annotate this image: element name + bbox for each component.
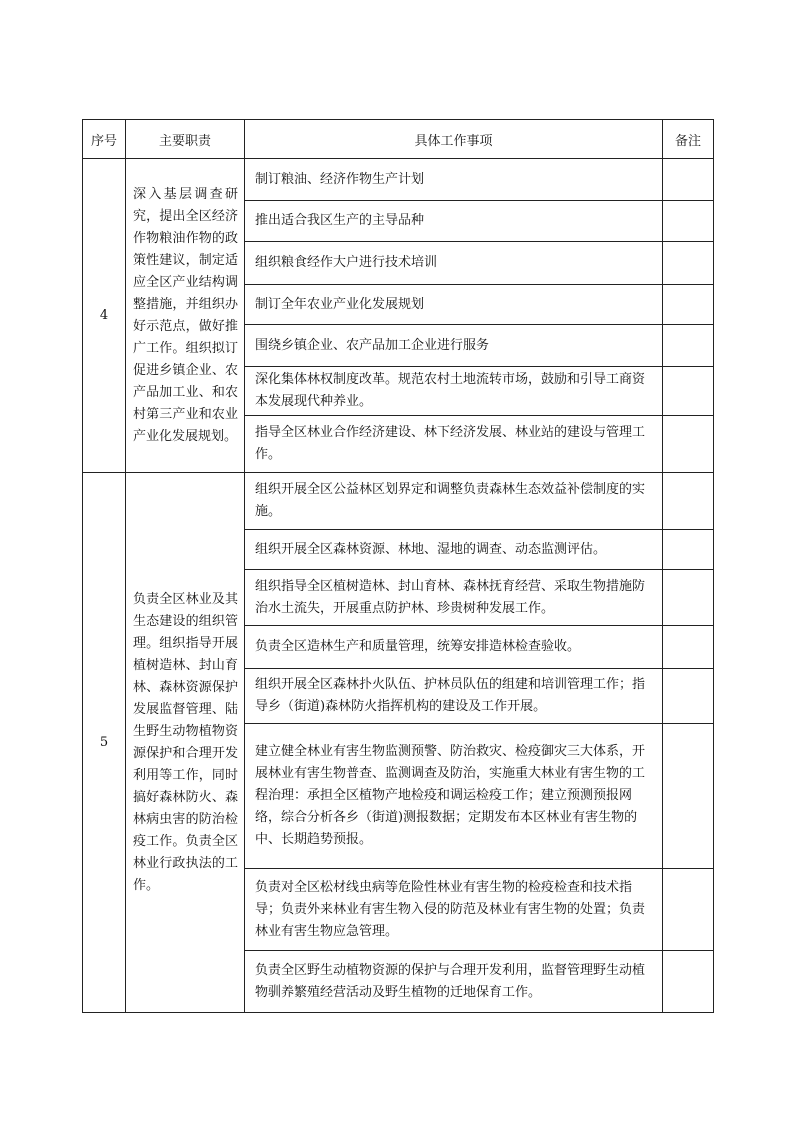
task-item: 指导全区林业合作经济建设、林下经济发展、林业站的建设与管理工作。 <box>245 416 663 473</box>
task-item: 组织开展全区公益林区划界定和调整负责森林生态效益补偿制度的实施。 <box>245 473 663 530</box>
task-item: 制订全年农业产业化发展规划 <box>245 285 663 325</box>
row-number: 5 <box>83 473 126 1013</box>
task-item: 围绕乡镇企业、农产品加工企业进行服务 <box>245 325 663 367</box>
duty-text: 负责全区林业及其生态建设的组织管理。组织指导开展植树造林、封山育林、森林资源保护发展监督管理、陆生野生动物植物资源保护和合理开发利用等工作，同时搞好森林防火、森林病虫害的防治检疫工作。负责全区林业行政执法的工作。 <box>126 473 245 1013</box>
task-item: 建立健全林业有害生物监测预警、防治救灾、检疫御灾三大体系，开展林业有害生物普查、监测调查及防治，实施重大林业有害生物的工程治理：承担全区植物产地检疫和调运检疫工作；建立预测预报网络，综合分析各乡（街道)测报数据；定期发布本区林业有害生物的中、长期趋势预报。 <box>245 724 663 869</box>
task-item: 组织开展全区森林扑火队伍、护林员队伍的组建和培训管理工作；指导乡（街道)森林防火指挥机构的建设及工作开展。 <box>245 669 663 724</box>
row-number: 4 <box>83 159 126 473</box>
header-no: 序号 <box>83 120 126 159</box>
remark-cell <box>663 530 714 570</box>
task-item: 负责全区造林生产和质量管理，统筹安排造林检查验收。 <box>245 626 663 669</box>
header-duty: 主要职责 <box>126 120 245 159</box>
remark-cell <box>663 285 714 325</box>
remark-cell <box>663 626 714 669</box>
remark-cell <box>663 669 714 724</box>
remark-cell <box>663 367 714 416</box>
task-item: 推出适合我区生产的主导品种 <box>245 201 663 242</box>
task-item: 负责对全区松材线虫病等危险性林业有害生物的检疫检查和技术指导；负责外来林业有害生物入侵的防范及林业有害生物的处置；负责林业有害生物应急管理。 <box>245 869 663 951</box>
table-row <box>83 159 714 201</box>
remark-cell <box>663 473 714 530</box>
duty-table <box>82 119 714 1013</box>
remark-cell <box>663 570 714 626</box>
task-item: 组织粮食经作大户进行技术培训 <box>245 242 663 285</box>
task-item: 组织开展全区森林资源、林地、湿地的调查、动态监测评估。 <box>245 530 663 570</box>
remark-cell <box>663 416 714 473</box>
header-tasks: 具体工作事项 <box>245 120 663 159</box>
table-row <box>83 473 714 530</box>
task-item: 组织指导全区植树造林、封山育林、森林抚育经营、采取生物措施防治水土流失，开展重点防护林、珍贵树种发展工作。 <box>245 570 663 626</box>
remark-cell <box>663 325 714 367</box>
remark-cell <box>663 724 714 869</box>
remark-cell <box>663 159 714 201</box>
remark-cell <box>663 201 714 242</box>
remark-cell <box>663 869 714 951</box>
task-item: 制订粮油、经济作物生产计划 <box>245 159 663 201</box>
duty-text: 深入基层调查研究，提出全区经济作物粮油作物的政策性建议，制定适应全区产业结构调整措施，并组织办好示范点，做好推广工作。组织拟订促进乡镇企业、农产品加工业、和农村第三产业和农业产业化发展规划。 <box>126 159 245 473</box>
table-header-row <box>83 120 714 159</box>
task-item: 深化集体林权制度改革。规范农村土地流转市场，鼓励和引导工商资本发展现代种养业。 <box>245 367 663 416</box>
remark-cell <box>663 951 714 1013</box>
task-item: 负责全区野生动植物资源的保护与合理开发利用，监督管理野生动植物驯养繁殖经营活动及野生植物的迁地保育工作。 <box>245 951 663 1013</box>
header-remark: 备注 <box>663 120 714 159</box>
remark-cell <box>663 242 714 285</box>
